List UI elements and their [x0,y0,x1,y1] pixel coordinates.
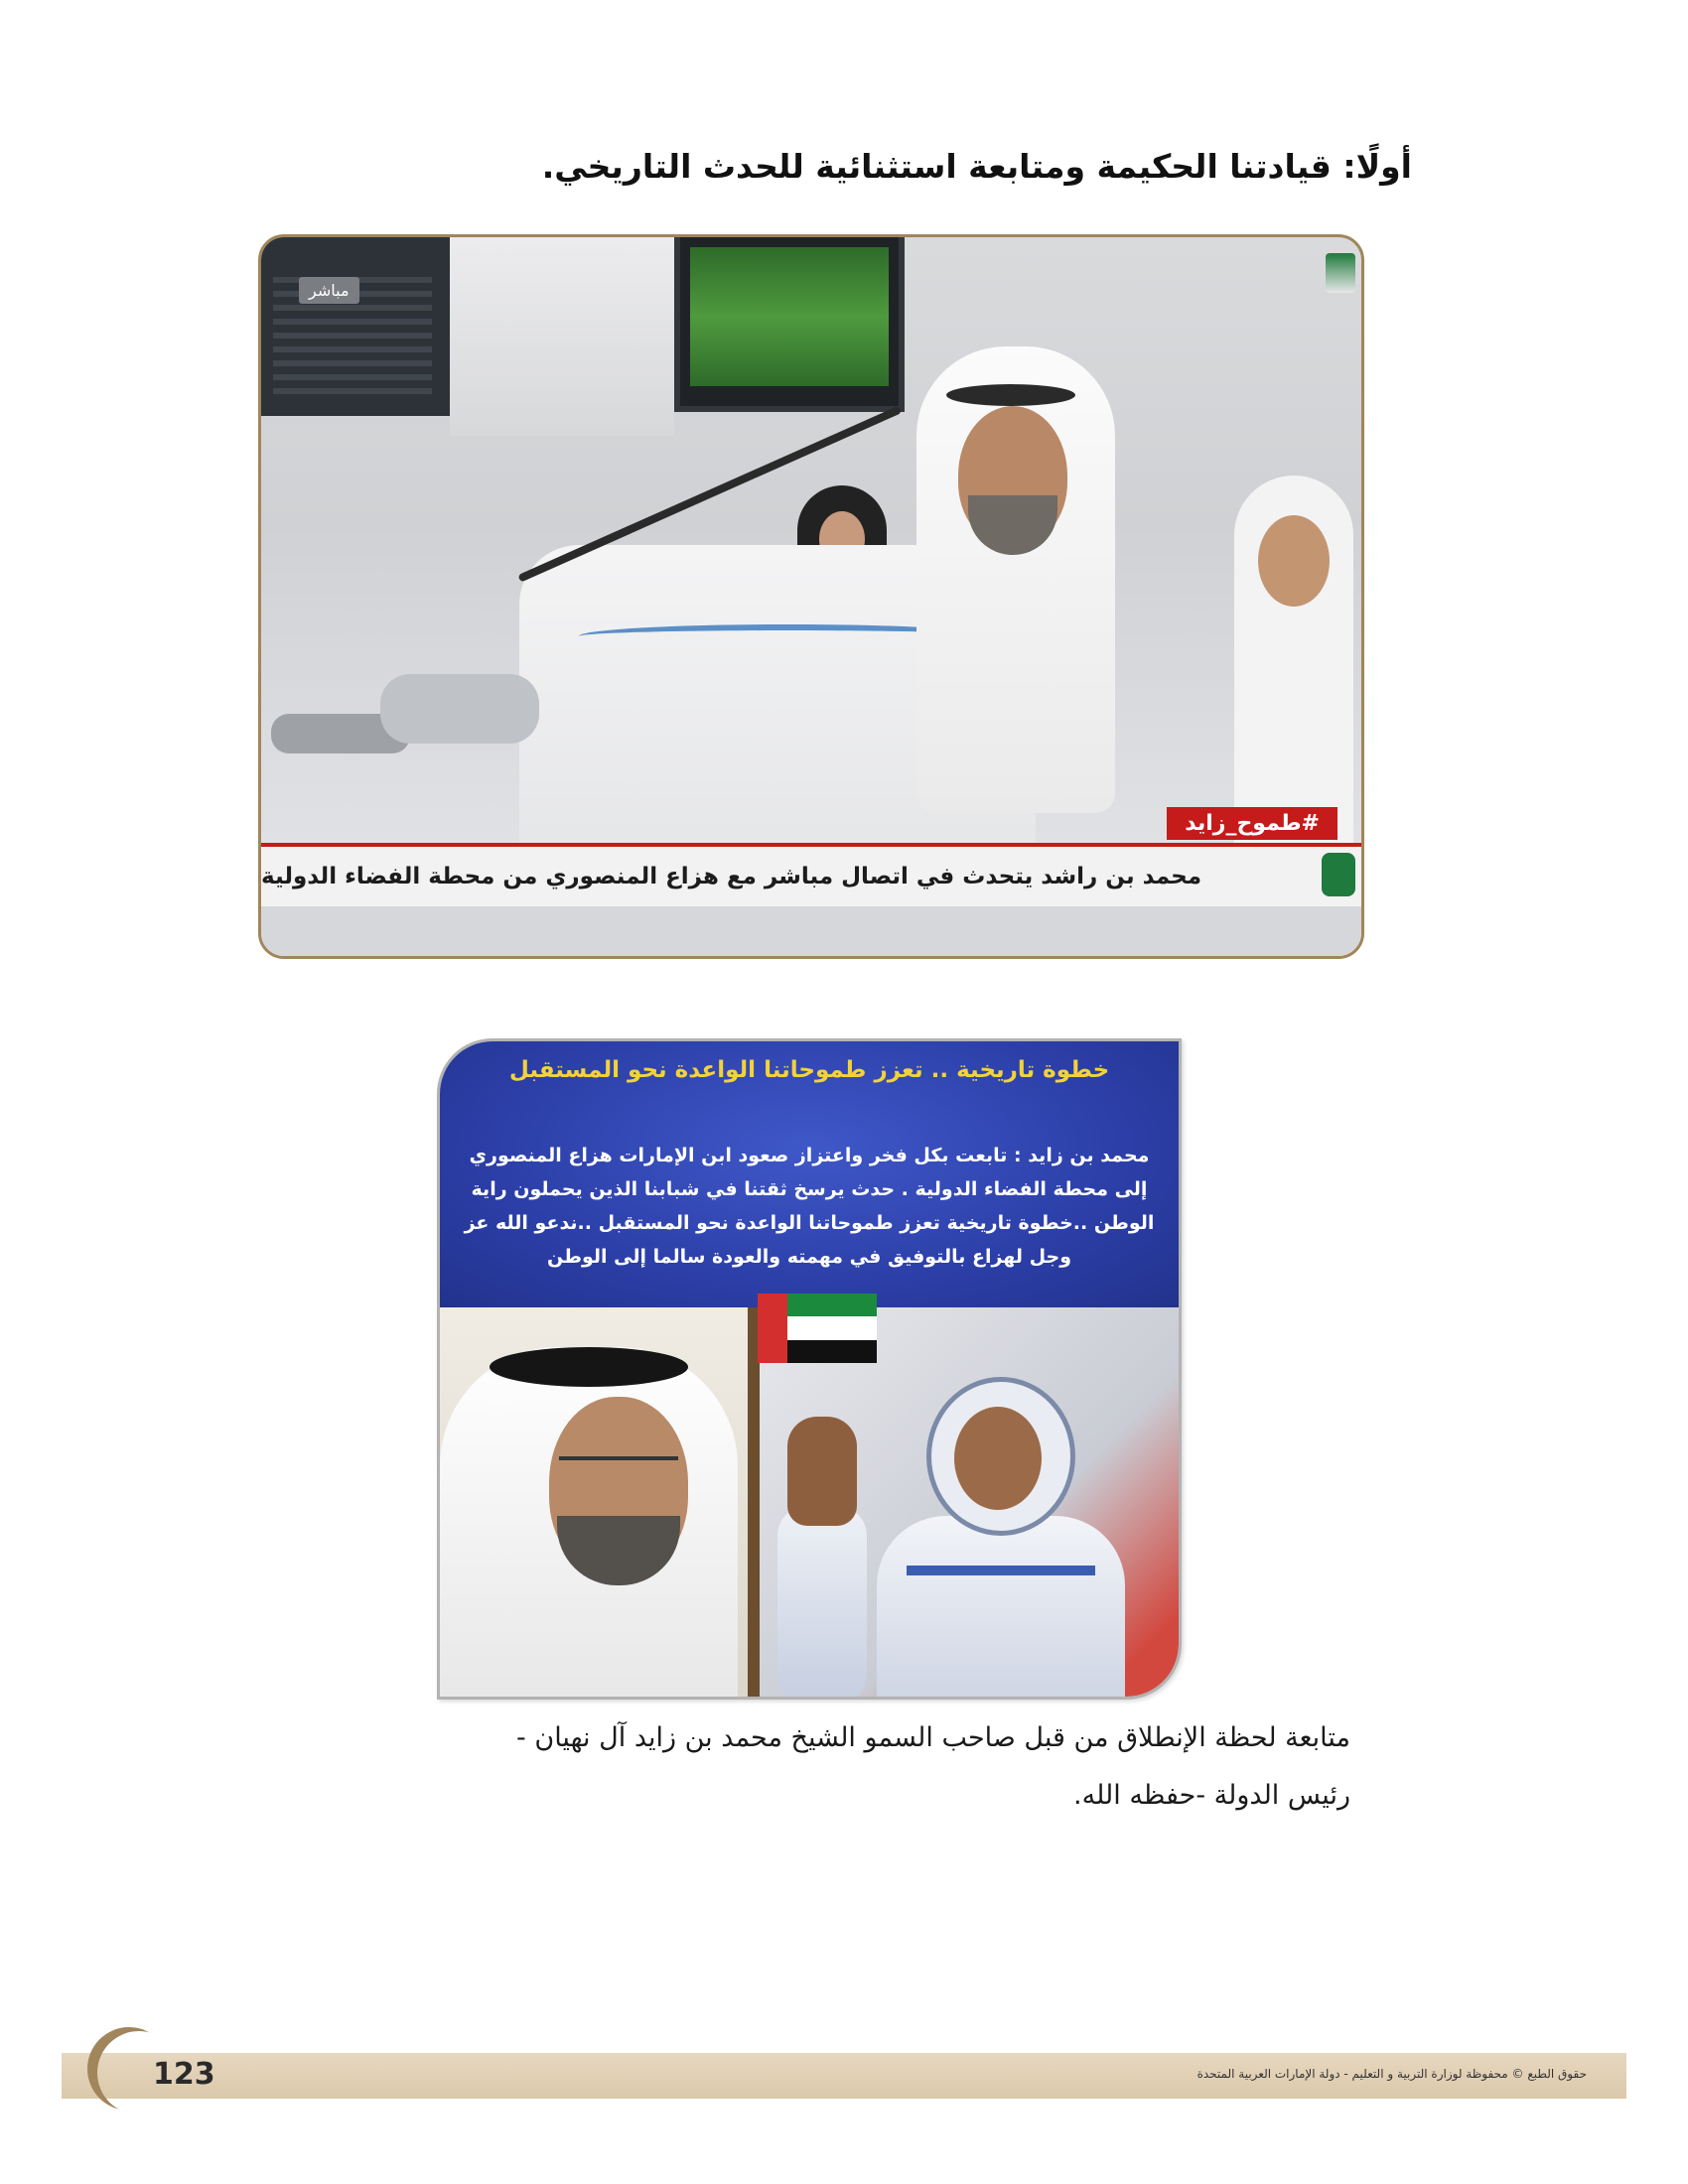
wall-monitor-left [261,237,456,416]
caption-line-2: رئيس الدولة -حفظه الله. [1073,1780,1350,1811]
page-number: 123 [153,2057,215,2092]
astronaut-arm [777,1506,867,1700]
portrait-area [440,1307,1179,1697]
photo-bottom-strip [261,906,1361,956]
photo-caption [258,1709,1350,1825]
channel-logo-icon [1326,253,1355,293]
equipment-arm [380,674,539,744]
waving-hand [787,1417,857,1526]
news-graphic [437,1038,1182,1700]
news-ticker: محمد بن راشد يتحدث في اتصال مباشر مع هزاع المنصوري من محطة الفضاء الدولية [261,843,1361,906]
control-room-photo [258,234,1364,959]
attendee [1234,476,1361,853]
quote-body: محمد بن زايد : تابعت بكل فخر واعتزاز صعود ابن الإمارات هزاع المنصوري إلى محطة الفضاء الدولية . حدث يرسخ ثقتنا في شبابنا الذين يحملون راية الوطن ..خطوة تاريخية تعزز طموحاتنا الواعدة نحو المستقبل ..ندعو الله عز وجل لهزاع بالتوفيق في مهمته والعودة سالما إلى الوطن [464,1145,1155,1268]
wall-panel [450,237,674,436]
uae-flag-icon [758,1294,877,1363]
live-badge: مباشر [299,277,359,304]
section-heading: أولًا: قيادتنا الحكيمة ومتابعة استثنائية للحدث التاريخي. [541,147,1412,186]
astronaut-hazza-portrait [877,1377,1125,1697]
sheikh-mohammed-bin-rashid [897,346,1155,843]
wall-monitor-center [674,237,905,412]
ticker-logo-icon [1322,853,1355,896]
caption-line-1: متابعة لحظة الإنطلاق من قبل صاحب السمو الشيخ محمد بن زايد آل نهيان - [516,1722,1350,1753]
sheikh-mohamed-bin-zayed-portrait [440,1307,758,1697]
flag-pole [748,1307,760,1697]
quote-panel [440,1041,1179,1307]
hashtag-banner: #طموح_زايد [1167,807,1337,840]
copyright-text: حقوق الطبع © محفوظة لوزارة التربية و التعليم - دولة الإمارات العربية المتحدة [1196,2067,1587,2081]
quote-title: خطوة تاريخية .. تعزز طموحاتنا الواعدة نحو المستقبل [508,1057,1110,1083]
